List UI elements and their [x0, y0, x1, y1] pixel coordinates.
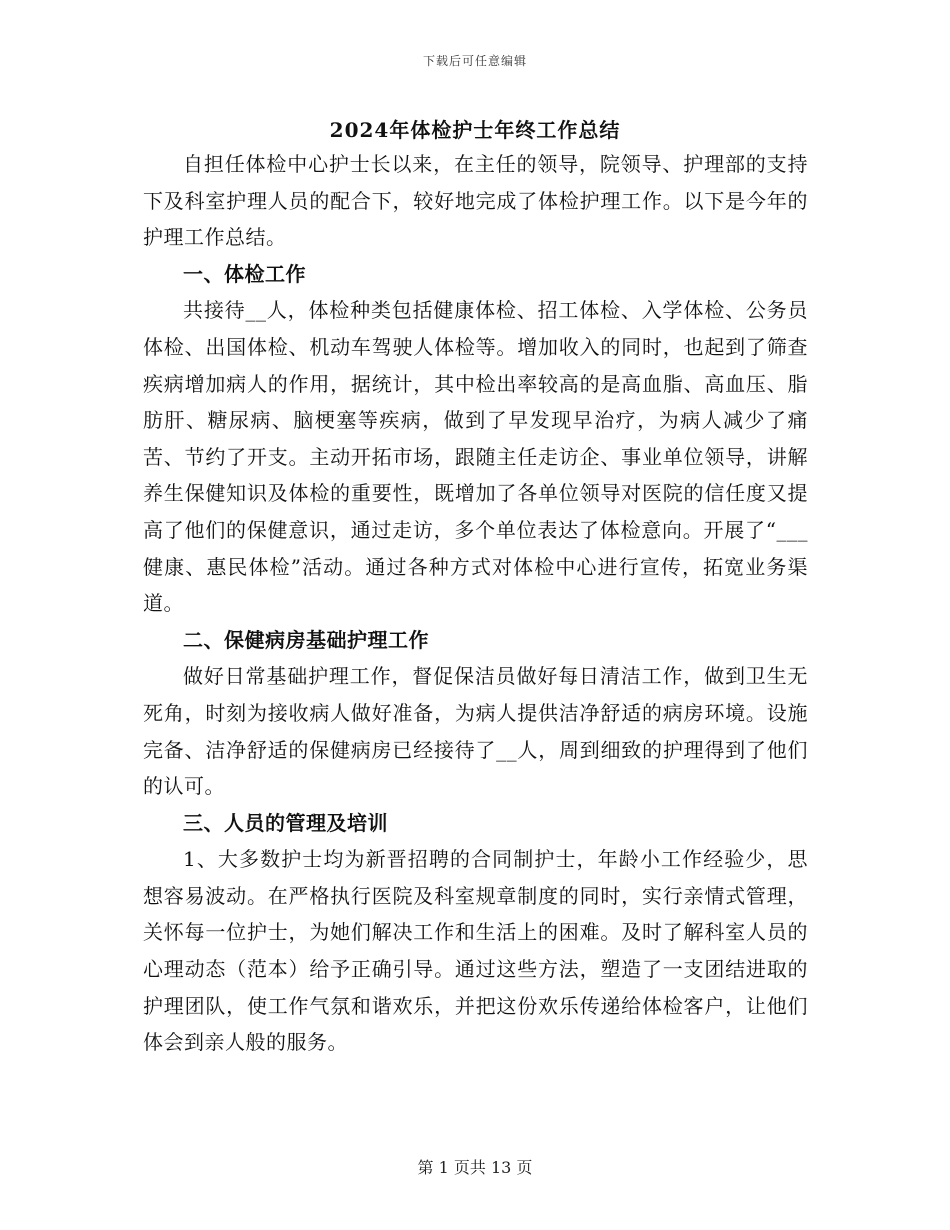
section-paragraph-ward-care: 做好日常基础护理工作，督促保洁员做好每日清洁工作，做到卫生无死角，时刻为接收病人做好准备，为病人提供洁净舒适的病房环境。设施完备、洁净舒适的保健病房已经接待了__人，周到细致的护理得到了他们的认可。	[143, 664, 808, 799]
section-heading-staff-management: 三、人员的管理及培训	[183, 810, 388, 835]
section-heading-ward-care: 二、保健病房基础护理工作	[183, 627, 429, 652]
section-heading-physical-exam: 一、体检工作	[183, 261, 306, 286]
section-paragraph-staff-management: 1、大多数护士均为新晋招聘的合同制护士，年龄小工作经验少，思想容易波动。在严格执行医院及科室规章制度的同时，实行亲情式管理，关怀每一位护士，为她们解决工作和生活上的困难。及时了解科室人员的心理动态（范本）给予正确引导。通过这些方法，塑造了一支团结进取的护理团队，使工作气氛和谐欢乐，并把这份欢乐传递给体检客户，让他们体会到亲人般的服务。	[143, 847, 808, 1055]
document-title: 2024年体检护士年终工作总结	[329, 118, 621, 142]
header-note: 下载后可任意编辑	[422, 54, 527, 68]
intro-paragraph: 自担任体检中心护士长以来，在主任的领导，院领导、护理部的支持下及科室护理人员的配合下，较好地完成了体检护理工作。以下是今年的护理工作总结。	[143, 152, 808, 250]
document-body	[143, 146, 808, 1061]
section-paragraph-physical-exam: 共接待__人，体检种类包括健康体检、招工体检、入学体检、公务员体检、出国体检、机动车驾驶人体检等。增加收入的同时，也起到了筛查疾病增加病人的作用，据统计，其中检出率较高的是高血脂、高血压、脂肪肝、糖尿病、脑梗塞等疾病，做到了早发现早治疗，为病人减少了痛苦、节约了开支。主动开拓市场，跟随主任走访企、事业单位领导，讲解养生保健知识及体检的重要性，既增加了各单位领导对医院的信任度又提高了他们的保健意识，通过走访，多个单位表达了体检意向。开展了“___健康、惠民体检”活动。通过各种方式对体检中心进行宣传，拓宽业务渠道。	[143, 298, 808, 616]
page-number: 第 1 页共 13 页	[417, 1158, 533, 1177]
